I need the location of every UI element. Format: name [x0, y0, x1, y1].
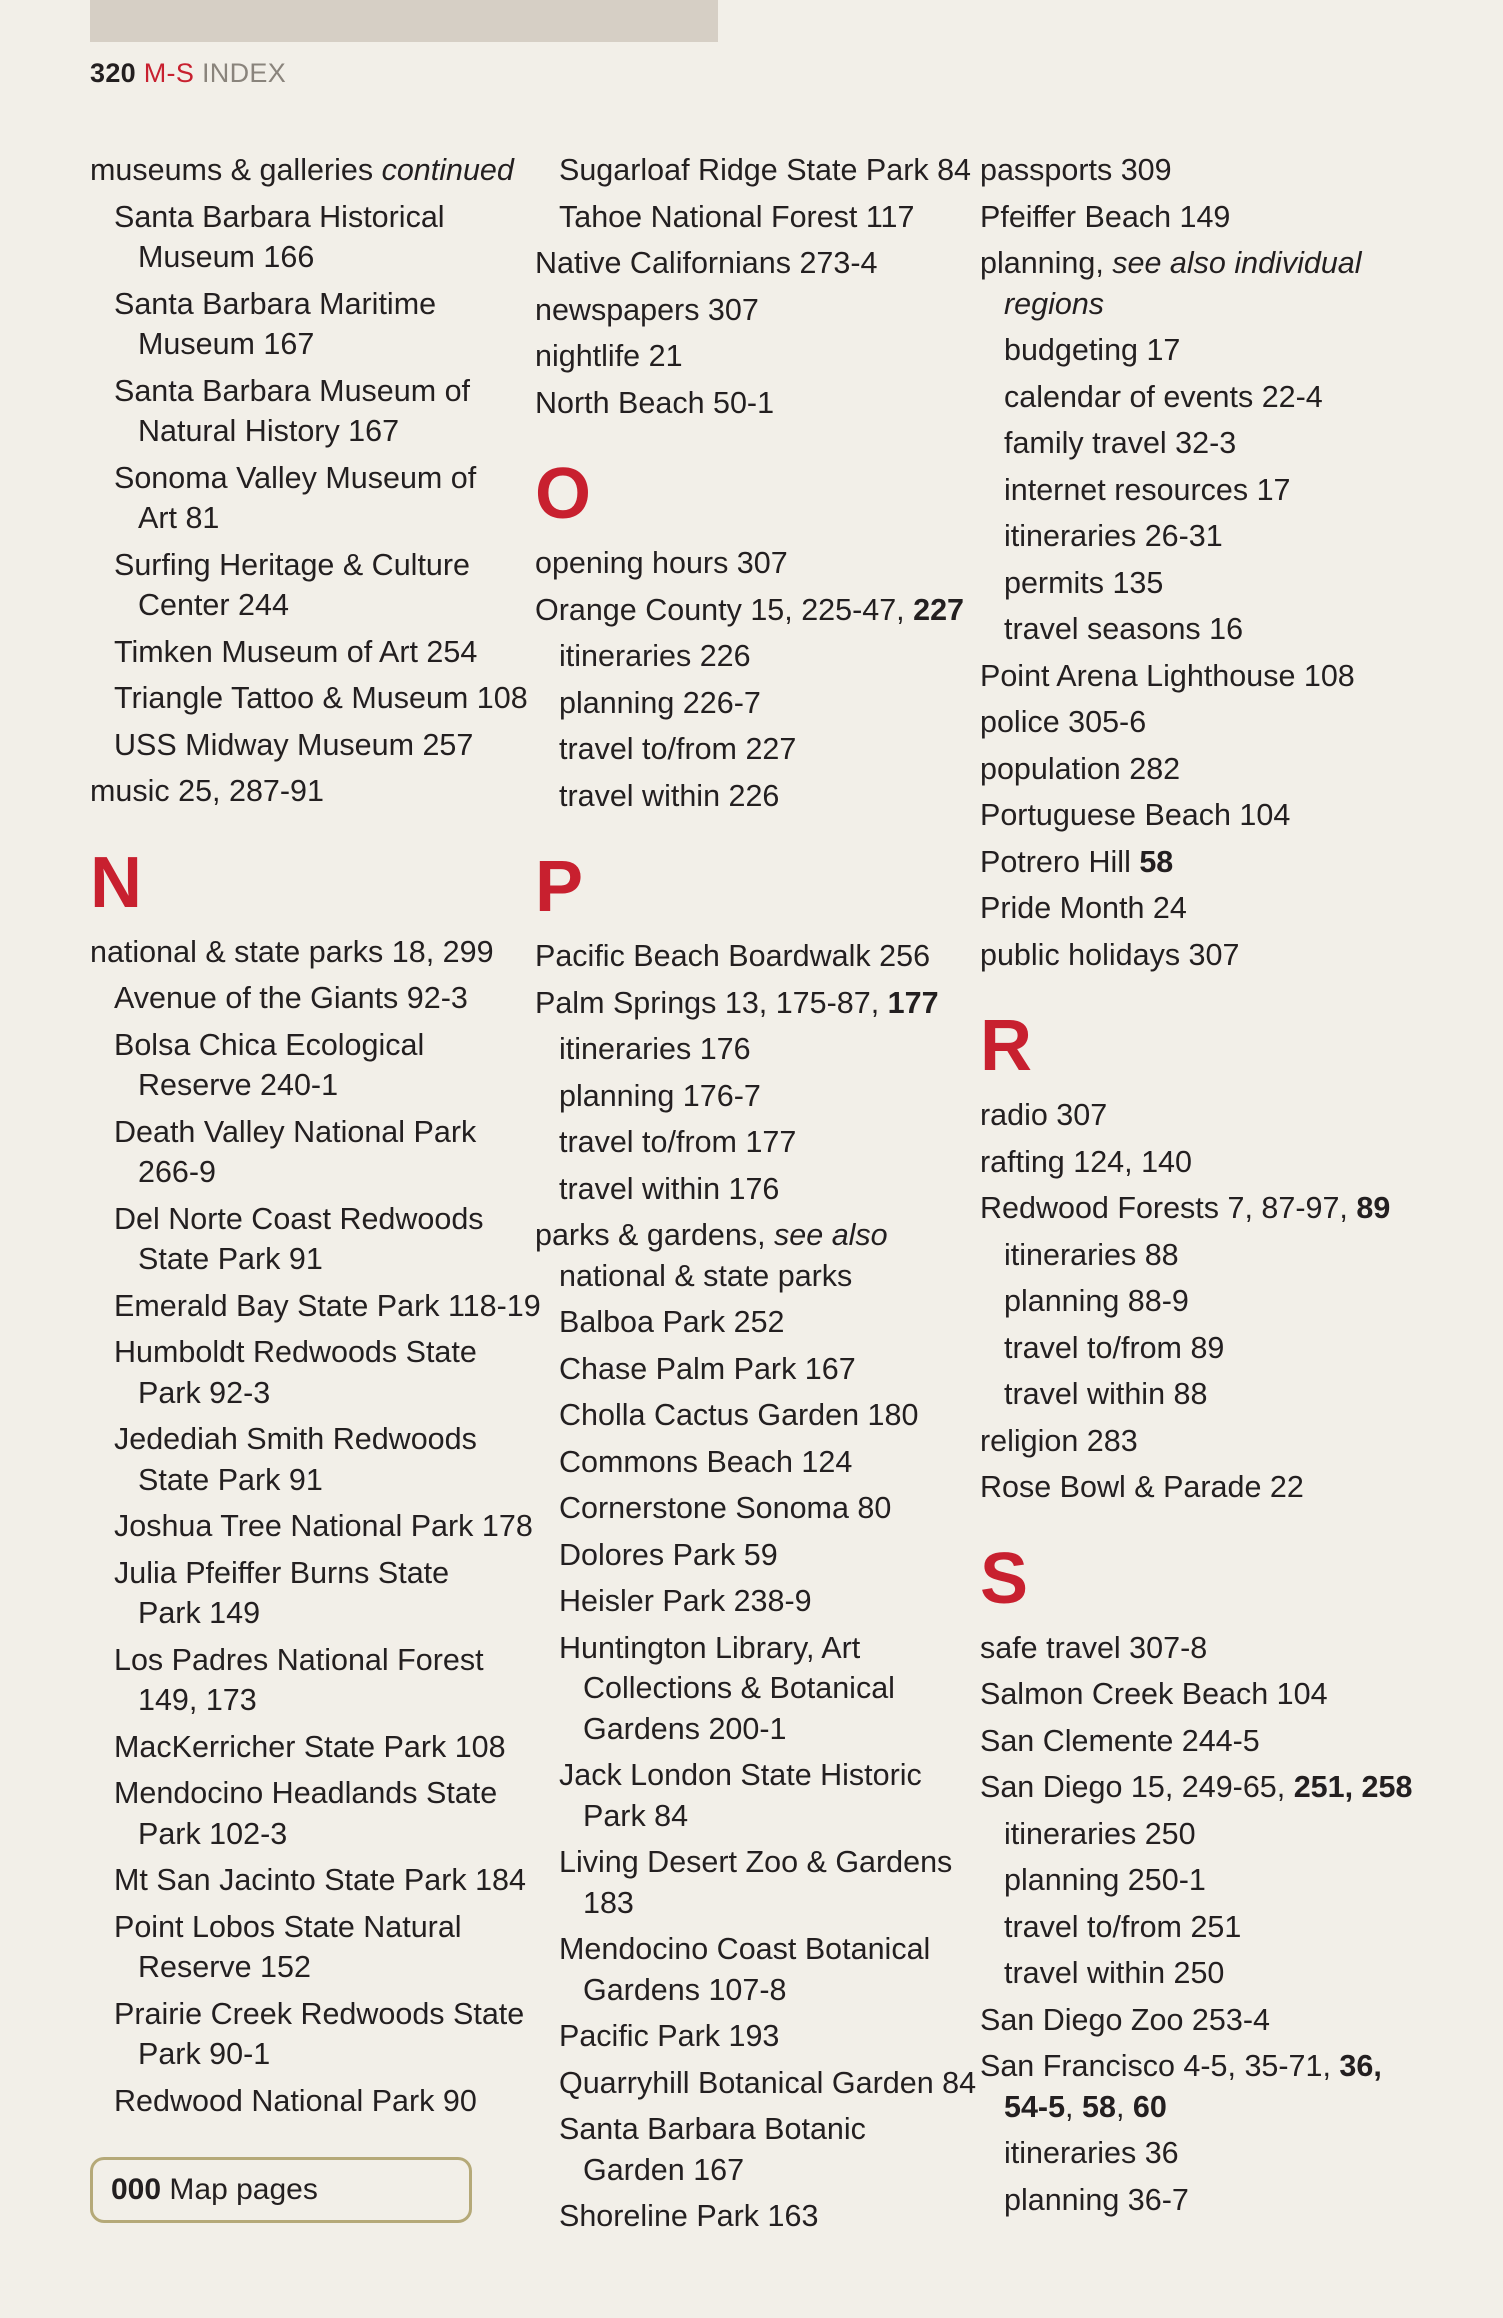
index-entry: [980, 656, 1420, 697]
entry-text: State Park 91: [138, 1242, 323, 1276]
entry-text: itineraries 26-31: [1004, 519, 1223, 553]
entry-text: travel within 250: [1004, 1956, 1225, 1990]
entry-text: San Diego Zoo 253-4: [980, 2002, 1270, 2037]
entry-text: MacKerricher State Park 108: [114, 1729, 506, 1764]
index-subentry: [980, 377, 1420, 418]
entry-text: parks & gardens,: [535, 1218, 775, 1252]
index-subentry: [535, 1628, 975, 1750]
entry-text: 183: [583, 1885, 634, 1920]
entry-text: Santa Barbara Botanic: [559, 2112, 866, 2146]
index-entry: [535, 243, 975, 284]
index-subentry: [980, 1814, 1420, 1855]
entry-text: Living Desert Zoo & Gardens: [559, 1845, 953, 1879]
index-subentry: [90, 1332, 530, 1413]
entry-text: ,: [1065, 2089, 1082, 2124]
index-subentry: [90, 678, 530, 719]
entry-see-also: regions: [1004, 286, 1105, 321]
entry-text: Mendocino Coast Botanical: [559, 1932, 931, 1966]
entry-text: Museum 166: [138, 240, 315, 274]
entry-text: museums & galleries: [90, 153, 382, 187]
index-subentry: [980, 1374, 1420, 1415]
index-entry: [90, 150, 530, 191]
entry-text: Reserve 240-1: [138, 1068, 339, 1102]
index-label: INDEX: [201, 58, 287, 88]
entry-text: planning 226-7: [559, 685, 761, 720]
index-subentry: [980, 423, 1420, 464]
entry-text: Sugarloaf Ridge State Park 84: [559, 153, 972, 187]
entry-text: travel to/from 227: [559, 732, 797, 766]
index-subentry: [535, 1755, 975, 1836]
entry-text: Santa Barbara Historical: [114, 199, 445, 234]
entry-text: Center 244: [138, 588, 289, 622]
index-entry: [980, 1095, 1420, 1136]
entry-text: Humboldt Redwoods State: [114, 1335, 477, 1369]
entry-text: Art 81: [138, 501, 220, 535]
entry-text: Heisler Park 238-9: [559, 1584, 812, 1618]
index-subentry: [90, 1553, 530, 1634]
index-subentry: [90, 1727, 530, 1768]
index-column-3: [980, 150, 1420, 2226]
entry-text: 266-9: [138, 1155, 217, 1189]
entry-text: itineraries 88: [1004, 1237, 1179, 1272]
entry-text: Los Padres National Forest: [114, 1642, 484, 1677]
index-subentry: [980, 1235, 1420, 1276]
index-subentry: [535, 1169, 975, 1210]
entry-text: Natural History 167: [138, 414, 400, 448]
entry-text: Joshua Tree National Park 178: [114, 1509, 533, 1543]
index-subentry: [90, 2081, 530, 2122]
index-entry: [980, 1767, 1420, 1808]
entry-text: Balboa Park 252: [559, 1305, 785, 1339]
index-subentry: [90, 1286, 541, 1327]
index-entry: [980, 749, 1420, 790]
entry-text: Del Norte Coast Redwoods: [114, 1201, 484, 1236]
entry-map-page: 58: [1082, 2089, 1116, 2124]
entry-text: Pride Month 24: [980, 891, 1187, 925]
entry-text: Pacific Beach Boardwalk 256: [535, 939, 931, 973]
entry-see-also: see also individual: [1112, 246, 1362, 280]
index-subentry: [980, 516, 1420, 557]
index-entry: [980, 1628, 1420, 1669]
entry-text: Santa Barbara Maritime: [114, 286, 437, 321]
index-subentry: [980, 1328, 1420, 1369]
index-subentry: [90, 1419, 530, 1500]
index-subentry: [90, 284, 530, 365]
index-subentry: [535, 1122, 975, 1163]
index-subentry: [90, 1773, 530, 1854]
index-subentry: [90, 1907, 530, 1988]
index-subentry: [980, 470, 1420, 511]
index-subentry: [980, 330, 1420, 371]
index-subentry: [535, 1395, 975, 1436]
index-subentry: [535, 1442, 975, 1483]
entry-text: Santa Barbara Museum of: [114, 373, 471, 408]
entry-text: North Beach 50-1: [535, 385, 775, 420]
page-header: [90, 58, 286, 89]
entry-text: Timken Museum of Art 254: [114, 634, 478, 669]
index-subentry: [90, 545, 530, 626]
entry-text: internet resources 17: [1004, 472, 1291, 507]
entry-text: Park 149: [138, 1596, 261, 1630]
index-subentry: [535, 150, 975, 191]
index-entry: [980, 1721, 1420, 1762]
entry-text: Gardens 200-1: [583, 1711, 787, 1746]
entry-text: travel seasons 16: [1004, 612, 1244, 646]
entry-map-page: 251, 258: [1293, 1770, 1413, 1804]
index-entry: [535, 983, 975, 1024]
entry-map-page: 36,: [1339, 2049, 1382, 2083]
entry-text: Park 92-3: [138, 1375, 271, 1410]
index-subentry: [535, 1349, 975, 1390]
section-letter: O: [535, 454, 592, 534]
entry-text: safe travel 307-8: [980, 1630, 1208, 1665]
entry-text: State Park 91: [138, 1462, 323, 1497]
index-entry: [980, 795, 1420, 836]
entry-map-page: 54-5: [1004, 2089, 1066, 2124]
entry-text: itineraries 250: [1004, 1816, 1196, 1851]
entry-text: Redwood National Park 90: [114, 2083, 477, 2118]
index-subentry: [980, 2133, 1420, 2174]
index-subentry: [90, 978, 530, 1019]
entry-map-page: 89: [1356, 1191, 1391, 1225]
entry-map-page: 177: [887, 985, 939, 1020]
index-subentry: [535, 2063, 975, 2104]
page-number: 320: [90, 58, 136, 88]
index-entry: [980, 197, 1420, 238]
entry-text: public holidays 307: [980, 937, 1240, 972]
entry-text: ,: [1115, 2089, 1133, 2124]
entry-text: travel within 176: [559, 1171, 780, 1206]
index-subentry: [535, 729, 975, 770]
entry-text: USS Midway Museum 257: [114, 727, 474, 762]
entry-text: Jack London State Historic: [559, 1758, 922, 1792]
entry-text: Emerald Bay State Park 118-19: [114, 1288, 541, 1323]
index-subentry: [535, 683, 975, 724]
index-subentry: [90, 1506, 533, 1547]
index-subentry: [535, 1581, 975, 1622]
entry-text: Quarryhill Botanical Garden 84: [559, 2065, 977, 2100]
entry-text: Prairie Creek Redwoods State: [114, 1996, 525, 2031]
entry-text: Pacific Park 193: [559, 2019, 780, 2053]
index-subentry: [90, 725, 530, 766]
index-subentry: [535, 776, 975, 817]
entry-text: Garden 167: [583, 2152, 745, 2187]
entry-text: opening hours 307: [535, 546, 788, 580]
entry-text: itineraries 176: [559, 1032, 751, 1066]
entry-text: Point Lobos State Natural: [114, 1909, 462, 1944]
index-subentry: [535, 1302, 975, 1343]
index-entry: [980, 1421, 1420, 1462]
entry-text: planning,: [980, 246, 1113, 280]
map-key-text: Map pages: [161, 2173, 318, 2206]
index-subentry: [535, 2196, 975, 2237]
index-entry: [535, 336, 975, 377]
index-entry: [535, 383, 975, 424]
index-subentry: [535, 1488, 975, 1529]
entry-text: Native Californians 273-4: [535, 246, 878, 280]
index-subentry: [90, 632, 530, 673]
entry-text: San Francisco 4-5, 35-71,: [980, 2049, 1340, 2083]
entry-text: nightlife 21: [535, 339, 683, 373]
entry-text: Sonoma Valley Museum of: [114, 460, 477, 495]
index-entry: [980, 1674, 1420, 1715]
entry-text: Point Arena Lighthouse 108: [980, 658, 1355, 693]
entry-see-also: continued: [381, 153, 514, 187]
entry-text: Museum 167: [138, 327, 315, 361]
index-entry: [980, 842, 1420, 883]
entry-text: travel to/from 251: [1004, 1909, 1242, 1944]
index-subentry: [535, 1029, 975, 1070]
index-subentry: [90, 1025, 530, 1106]
entry-text: Park 90-1: [138, 2037, 271, 2071]
entry-text: population 282: [980, 751, 1181, 786]
entry-map-page: 58: [1139, 844, 1174, 879]
entry-text: planning 176-7: [559, 1078, 761, 1113]
entry-text: budgeting 17: [1004, 333, 1181, 367]
entry-text: Redwood Forests 7, 87-97,: [980, 1191, 1357, 1225]
entry-text: Gardens 107-8: [583, 1972, 787, 2007]
entry-text: planning 36-7: [1004, 2182, 1189, 2217]
index-entry: [535, 936, 975, 977]
entry-text: national & state parks 18, 299: [90, 934, 494, 969]
index-subentry: [535, 197, 975, 238]
index-entry: [535, 1215, 975, 1296]
index-entry: [980, 1142, 1420, 1183]
index-subentry: [90, 1860, 530, 1901]
entry-text: Huntington Library, Art: [559, 1630, 861, 1665]
index-entry: [980, 888, 1420, 929]
index-entry: [980, 702, 1420, 743]
index-entry: [980, 150, 1420, 191]
entry-map-page: 60: [1132, 2089, 1167, 2124]
entry-text: permits 135: [1004, 565, 1164, 600]
entry-text: passports 309: [980, 153, 1172, 187]
map-pages-key: [90, 2157, 472, 2223]
entry-see-also: see also: [774, 1218, 888, 1252]
entry-text: religion 283: [980, 1423, 1138, 1458]
entry-text: Orange County 15, 225-47,: [535, 592, 914, 627]
index-subentry: [90, 1199, 530, 1280]
index-entry: [980, 243, 1420, 324]
index-subentry: [980, 2180, 1420, 2221]
entry-text: Potrero Hill: [980, 844, 1140, 879]
index-subentry: [980, 1281, 1420, 1322]
index-subentry: [535, 2016, 975, 2057]
index-entry: [980, 2046, 1420, 2127]
section-letter: S: [980, 1538, 1029, 1619]
index-subentry: [90, 1640, 530, 1721]
index-subentry: [980, 1860, 1420, 1901]
entry-text: Jedediah Smith Redwoods: [114, 1422, 477, 1456]
entry-text: Bolsa Chica Ecological: [114, 1027, 425, 1062]
entry-text: Cornerstone Sonoma 80: [559, 1491, 892, 1525]
index-entry: [535, 543, 975, 584]
entry-text: Park 102-3: [138, 1816, 288, 1851]
index-entry: [535, 590, 975, 631]
entry-text: Avenue of the Giants 92-3: [114, 981, 468, 1015]
entry-text: music 25, 287-91: [90, 774, 324, 808]
index-subentry: [535, 1929, 975, 2010]
index-column-1: [90, 150, 541, 2127]
entry-text: family travel 32-3: [1004, 426, 1237, 460]
entry-text: San Clemente 244-5: [980, 1723, 1260, 1758]
entry-text: Pfeiffer Beach 149: [980, 199, 1231, 234]
index-subentry: [90, 458, 530, 539]
index-subentry: [90, 371, 530, 452]
entry-text: travel within 226: [559, 778, 780, 813]
map-key-bold: 000: [111, 2173, 162, 2206]
index-column-2: [535, 150, 975, 2243]
entry-text: San Diego 15, 249-65,: [980, 1770, 1294, 1804]
index-subentry: [90, 1112, 530, 1193]
index-subentry: [90, 197, 530, 278]
entry-text: rafting 124, 140: [980, 1144, 1192, 1179]
entry-text: 149, 173: [138, 1683, 257, 1717]
entry-map-page: 227: [913, 592, 964, 627]
index-subentry: [980, 1907, 1420, 1948]
entry-text: Dolores Park 59: [559, 1537, 778, 1572]
header-color-bar: [90, 0, 718, 42]
index-entry: [535, 290, 975, 331]
index-entry: [980, 935, 1420, 976]
entry-text: travel to/from 89: [1004, 1330, 1225, 1365]
entry-text: newspapers 307: [535, 292, 759, 327]
index-subentry: [980, 1953, 1420, 1994]
entry-text: police 305-6: [980, 705, 1147, 739]
entry-text: Chase Palm Park 167: [559, 1351, 856, 1386]
section-letter: P: [535, 847, 584, 927]
index-entry: [90, 771, 530, 812]
entry-text: Shoreline Park 163: [559, 2199, 819, 2233]
entry-text: Reserve 152: [138, 1950, 311, 1984]
entry-text: Death Valley National Park: [114, 1114, 477, 1149]
index-subentry: [535, 636, 975, 677]
entry-text: Salmon Creek Beach 104: [980, 1677, 1328, 1711]
entry-text: travel within 88: [1004, 1377, 1208, 1411]
index-subentry: [535, 1535, 975, 1576]
entry-text: Palm Springs 13, 175-87,: [535, 985, 888, 1020]
entry-text: Triangle Tattoo & Museum 108: [114, 681, 528, 715]
entry-text: planning 250-1: [1004, 1863, 1206, 1897]
index-subentry: [535, 1842, 975, 1923]
entry-text: Surfing Heritage & Culture: [114, 547, 471, 582]
entry-text: Commons Beach 124: [559, 1444, 853, 1479]
entry-text: Tahoe National Forest 117: [559, 199, 915, 234]
entry-text: planning 88-9: [1004, 1284, 1189, 1318]
entry-text: Mendocino Headlands State: [114, 1776, 498, 1810]
index-entry: [980, 1188, 1420, 1229]
entry-text: Portuguese Beach 104: [980, 798, 1291, 832]
index-subentry: [535, 1076, 975, 1117]
entry-text: travel to/from 177: [559, 1125, 797, 1159]
index-subentry: [535, 2109, 975, 2190]
entry-text: Julia Pfeiffer Burns State: [114, 1555, 450, 1590]
entry-text: itineraries 36: [1004, 2136, 1179, 2170]
index-subentry: [980, 563, 1420, 604]
entry-text: itineraries 226: [559, 639, 751, 673]
index-entry: [980, 2000, 1420, 2041]
entry-text: Cholla Cactus Garden 180: [559, 1398, 919, 1432]
section-letter: N: [90, 842, 142, 923]
entry-text: Rose Bowl & Parade 22: [980, 1470, 1304, 1504]
entry-text: national & state parks: [559, 1258, 853, 1293]
entry-text: Park 84: [583, 1798, 689, 1833]
index-subentry: [90, 1994, 530, 2075]
entry-text: Mt San Jacinto State Park 184: [114, 1863, 526, 1897]
entry-text: radio 307: [980, 1098, 1108, 1132]
section-letter: R: [980, 1006, 1032, 1086]
index-range: M-S: [143, 58, 195, 88]
entry-text: calendar of events 22-4: [1004, 379, 1323, 414]
index-entry: [90, 932, 530, 973]
index-subentry: [980, 609, 1420, 650]
entry-text: Collections & Botanical: [583, 1671, 895, 1705]
index-entry: [980, 1467, 1420, 1508]
